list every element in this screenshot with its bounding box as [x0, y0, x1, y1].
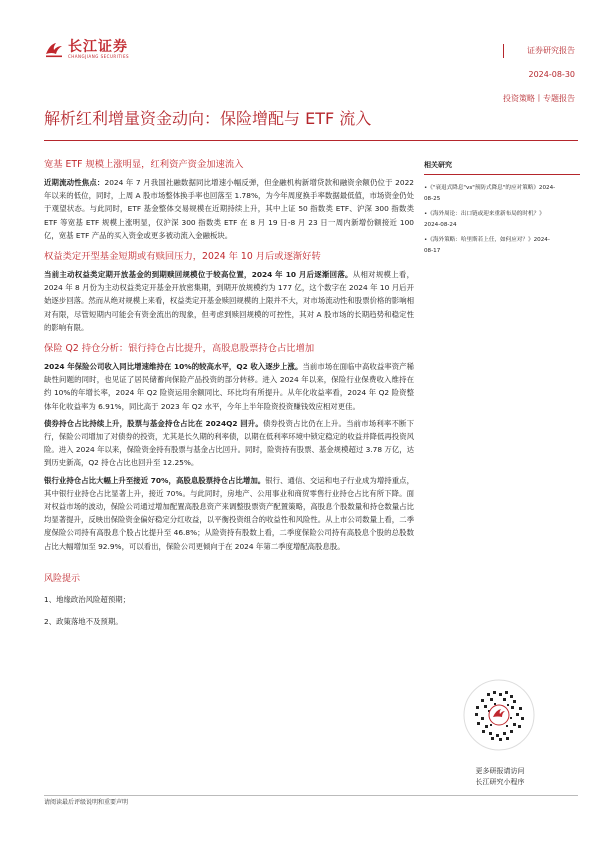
- paragraph-lead: 银行业持仓占比大幅上升至接近 70%，高股息股票持仓占比增加。: [44, 475, 266, 485]
- risk-heading: 风险提示: [44, 573, 81, 584]
- paragraph: [44, 176, 414, 242]
- brand-logo: [44, 40, 129, 60]
- paragraph-text: 银行、通信、交运和电子行业成为增持重点，其中银行业持仓占比显著上升，接近 70%。与此同时，房地产、公用事业和商贸零售行业持仓占比有所下降。面对权益市场的波动，保险公司通过增加配置高股息资产来调整股票资产配置策略，高股息个股数量和持仓数量占比均显著提升，反映出保险资金偏好稳定分红收益，以平衡投资组合的收益性和风险性。从上市公司数量上看，二季度保险公司持有高股息个股占比提升至 46.8%；从险资持有股数上看，二季度保险公司持有高股息个股的总股数占比大幅增加至 92.9%，可以看出，保险公司更倾向于在 2024 年第二季度增配高股息股。: [44, 475, 414, 551]
- report-date: 2024-08-30: [528, 70, 575, 79]
- paragraph: [44, 474, 414, 553]
- paragraph-lead: 当前主动权益类定期开放基金的到期赎回规模位于较高位置，2024 年 10 月后逐渐回落。: [44, 270, 353, 280]
- risk-item: 1、地缘政治风险超预期；: [44, 594, 131, 604]
- related-research-item[interactable]: [424, 183, 580, 205]
- related-research-item[interactable]: [424, 235, 580, 257]
- related-research-item[interactable]: [424, 209, 580, 231]
- paragraph-lead: 近期流动性焦点：: [44, 178, 105, 187]
- section-heading: 宽基 ETF 规模上涨明显，红利资产资金加速流入: [44, 159, 244, 170]
- paragraph: [44, 417, 414, 470]
- related-research-title[interactable]: •《海外周论：出口链或迎来重新布局的时机？》: [424, 211, 545, 217]
- related-research-heading: 相关研究: [424, 160, 580, 175]
- report-title: 解析红利增量资金动向：保险增配与 ETF 流入: [44, 109, 372, 128]
- paragraph-text: 当前市场在面临中高收益率资产稀缺性问题的同时，也见证了居民储蓄向保险产品投资的部分转移。进入 2024 年以来，保险行业保费收入维持在约 10%的年增长率，2024 年 Q2 险资运用余额同比、环比均有所提升。从年化收益率看，2024 年 Q2 险资整体年化收益率为 6.91%，同比高于 2023 年 Q2 水平，今年上半年险资投资赚钱效应相对更佳。: [44, 362, 414, 411]
- report-meta: [503, 46, 575, 118]
- paragraph-text: 2024 年 7 月我国社融数据同比增速小幅反弹，但金融机构新增贷款和融资余额仍位于 2022 年以来的低位，同时，上周 A 股市场整体换手率也回落至 1.78%，为今年周度换手率数据最低值，市场资金仍处于观望状态。与此同时，ETF 基金整体交易规模在近期持续上升，其中上证 50 指数类 ETF、沪深 300 指数类 ETF 等宽基 ETF 规模上涨明显，仅沪深 300 指数类 ETF 在 8 月 19 日-8 月 23 日一周内新增份额接近 100 亿，宽基 ETF 产品的买入资金或更多被动流入金融板块。: [44, 178, 414, 240]
- paragraph-lead: 2024 年保险公司收入同比增速维持在 10%的较高水平，Q2 收入逐步上涨。: [44, 362, 303, 372]
- qr-caption-line: 长江研究小程序: [475, 778, 525, 786]
- report-header: [0, 0, 595, 128]
- main-content: [44, 150, 414, 638]
- report-category: 投资策略丨专题报告: [503, 94, 575, 103]
- report-type: 证券研究报告: [527, 46, 575, 55]
- paragraph: [44, 268, 414, 334]
- footer-divider: [44, 795, 578, 796]
- paragraph-text: 从相对规模上看，2024 年 8 月份为主动权益类定开基金开放密集期，到期开放规模约为 177 亿，这个数字在 2024 年 10 月后开始逐步回落。然而从绝对规模上来看，权益类定开基金赎回规模的上限并不大，对市场流动性和股票价格的影响相对有限，尽管短期内可能会有资金流出的现象，但考虑到赎回规模的可控性，其对 A 股市场的长期趋势和稳定性的影响有限。: [44, 270, 414, 332]
- related-research-date: 08-17: [424, 248, 441, 254]
- qr-caption-line: 更多研报请访问: [475, 767, 525, 775]
- footer-disclaimer: 请阅读最后评级说明和重要声明: [44, 799, 129, 806]
- brand-name: 长江证券: [68, 39, 128, 55]
- mini-program-qr-code[interactable]: [463, 679, 535, 751]
- paragraph-text: 债券投资占比仍在上升。当前市场利率不断下行，保险公司增加了对债券的投资，尤其是长久期的利率债，以期在低利率环境中锁定稳定的收益并降低再投资风险。进入 2024 年以来，保险资金持有股票与基金占比回升。同时，险资持有股票、基金规模超过 3.78 万亿，达到历史新高，Q2 持仓占比也回升至 12.25%。: [44, 418, 414, 468]
- related-research-date: 2024-08-24: [424, 222, 457, 228]
- section-heading: 权益类定开型基金短期或有赎回压力，2024 年 10 月后或逐渐好转: [44, 251, 321, 263]
- paragraph: [44, 360, 414, 413]
- qr-caption: [440, 766, 560, 788]
- title-divider: [44, 140, 578, 141]
- related-research-date: 08-25: [424, 196, 441, 202]
- qr-code-icon: [463, 679, 535, 751]
- section-heading: 保险 Q2 持仓分析：银行持仓占比提升，高股息股票持仓占比增加: [44, 343, 315, 355]
- risk-item: 2、政策落地不及预期。: [44, 616, 123, 626]
- related-research-title[interactable]: •《海外策略：哈里斯若上任，如何应对？》2024-: [424, 237, 550, 243]
- paragraph-lead: 债券持仓占比持续上升，股票与基金持仓占比在 2024Q2 回升。: [44, 418, 263, 428]
- brand-name-en: CHANGJIANG SECURITIES: [68, 54, 130, 59]
- related-research-title[interactable]: •《"衰退式降息"vs"预防式降息"的应对策略》2024-: [424, 185, 556, 191]
- brand-logo-icon: [44, 40, 64, 60]
- related-research: [424, 160, 580, 261]
